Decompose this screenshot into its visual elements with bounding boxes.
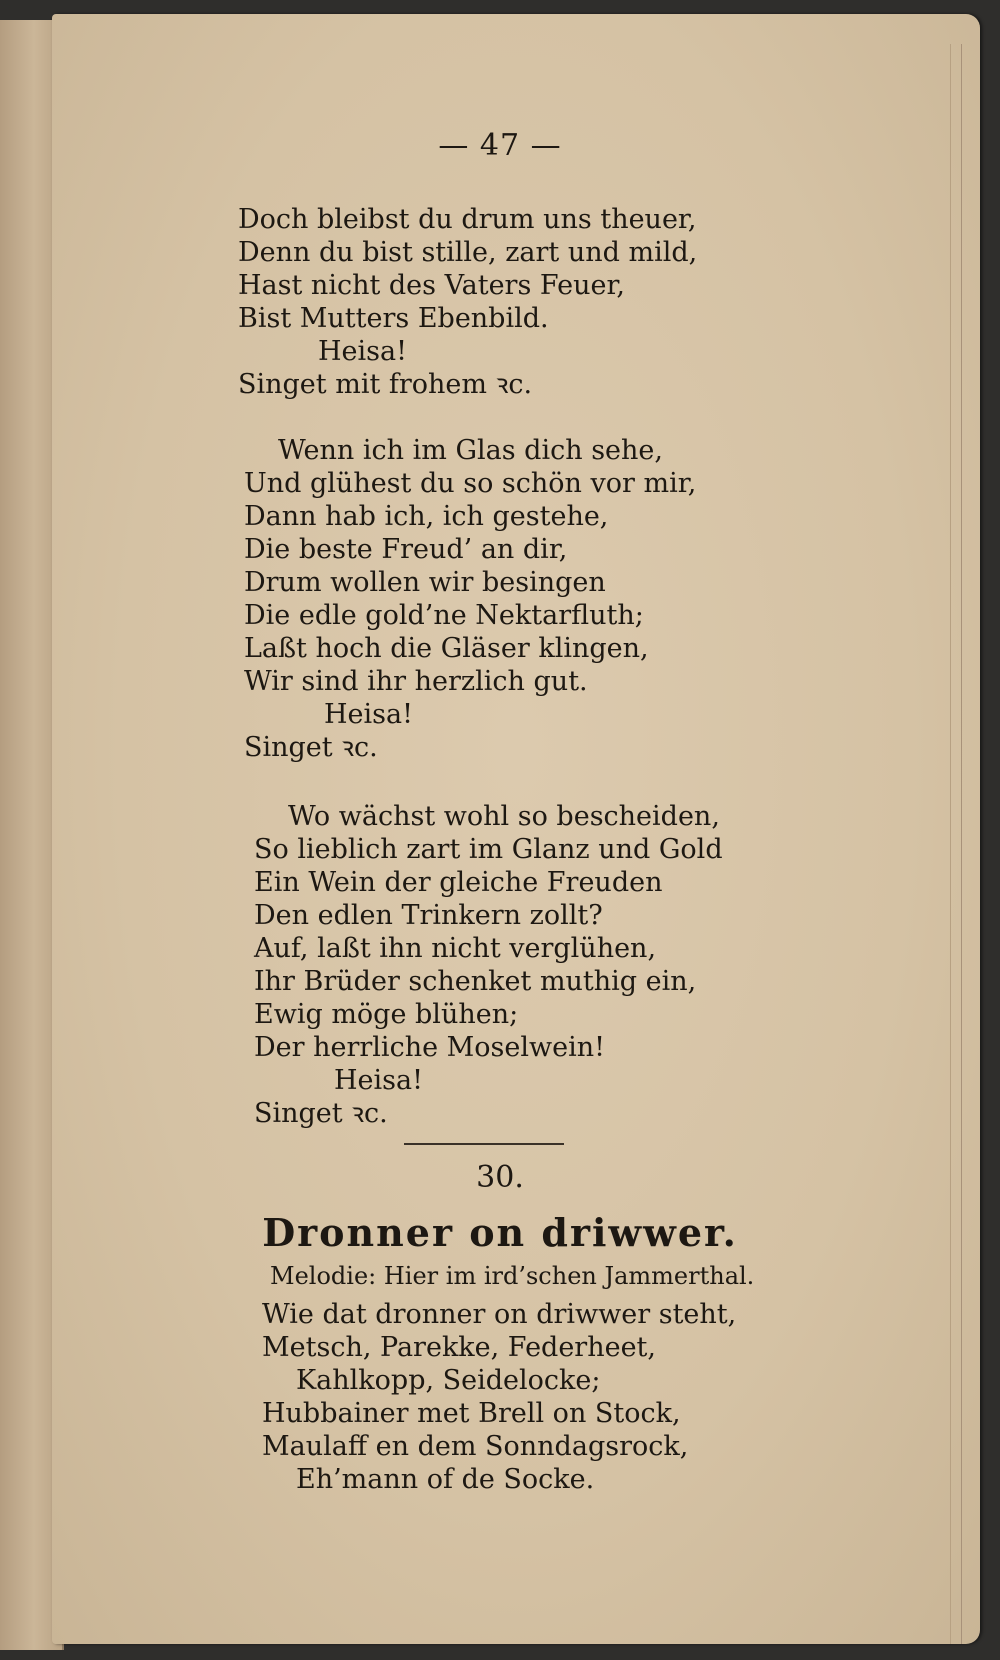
verse-line: Wo wächst wohl so bescheiden, (288, 801, 720, 832)
verse-line: Wenn ich im Glas dich sehe, (278, 435, 663, 466)
verse-line: Ewig möge blühen; (254, 999, 519, 1030)
verse-line: Denn du bist stille, zart und mild, (238, 237, 698, 268)
verse-line: Hubbainer met Brell on Stock, (262, 1398, 681, 1429)
verse-line: Auf, laßt ihn nicht verglühen, (254, 933, 657, 964)
verse-line: Doch bleibst du drum uns theuer, (238, 204, 697, 235)
verse-line: Bist Mutters Ebenbild. (238, 303, 549, 334)
verse-line: Ihr Brüder schenket muthig ein, (254, 966, 697, 997)
verse-line: Den edlen Trinkern zollt? (254, 900, 603, 931)
refrain-exclamation: Heisa! (318, 336, 407, 367)
refrain-line: Singet ꝛc. (244, 732, 378, 763)
verse-line: Der herrliche Moselwein! (254, 1032, 605, 1063)
verse-line: Wie dat dronner on driwwer steht, (262, 1299, 737, 1330)
melody-note: Melodie: Hier im ird’schen Jammerthal. (270, 1262, 755, 1290)
refrain-exclamation: Heisa! (324, 699, 413, 730)
refrain-exclamation: Heisa! (334, 1065, 423, 1096)
stanza-2 (244, 434, 696, 764)
verse-line: Eh’mann of de Socke. (296, 1464, 595, 1495)
refrain-line: Singet mit frohem ꝛc. (238, 369, 533, 400)
page-number: — 47 — (438, 128, 562, 163)
section-divider (404, 1143, 564, 1145)
verse-line: Hast nicht des Vaters Feuer, (238, 270, 626, 301)
stanza-3 (254, 800, 723, 1130)
verse-line: Ein Wein der gleiche Freuden (254, 867, 663, 898)
verse-line: Die edle gold’ne Nektarfluth; (244, 600, 644, 631)
verse-line: Kahlkopp, Seidelocke; (296, 1365, 601, 1396)
verse-line: Die beste Freud’ an dir, (244, 534, 568, 565)
verse-line: Maulaff en dem Sonndagsrock, (262, 1431, 689, 1462)
verse-line: Metsch, Parekke, Federheet, (262, 1332, 656, 1363)
verse-line: So lieblich zart im Glanz und Gold (254, 834, 723, 865)
refrain-line: Singet ꝛc. (254, 1098, 388, 1129)
song-number: 30. (476, 1160, 524, 1195)
song-30-stanza (262, 1298, 736, 1496)
song-title: Dronner on driwwer. (262, 1210, 738, 1255)
verse-line: Dann hab ich, ich gestehe, (244, 501, 609, 532)
verse-line: Und glühest du so schön vor mir, (244, 468, 697, 499)
verse-line: Wir sind ihr herzlich gut. (244, 666, 588, 697)
stanza-1 (238, 203, 697, 401)
verse-line: Laßt hoch die Gläser klingen, (244, 633, 649, 664)
verse-line: Drum wollen wir besingen (244, 567, 606, 598)
